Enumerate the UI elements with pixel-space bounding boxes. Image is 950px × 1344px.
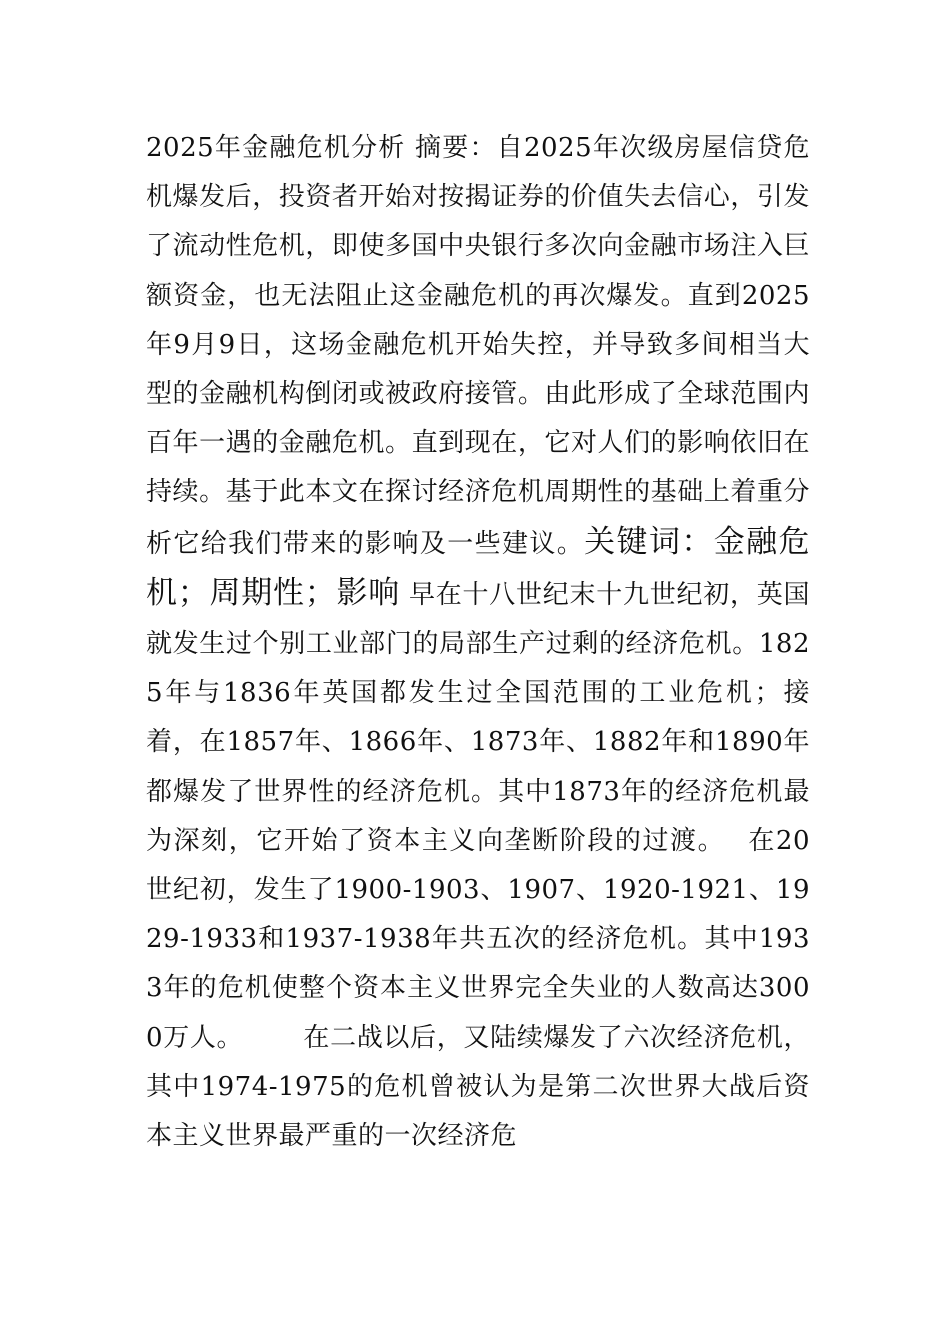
paragraph-2: 在20世纪初，发生了1900-1903、1907、1920-1921、1929-1933和1937-1938年共五次的经济危机。其中1933年的危机使整个资本主义世界完全失业的人数高达3000万人。 — [146, 825, 810, 1053]
keywords-text: 关键词：金融危机；周期性；影响 — [146, 523, 810, 611]
abstract-text: 摘要：自2025年次级房屋信贷危机爆发后，投资者开始对按揭证券的价值失去信心，引发了流动性危机，即使多国中央银行多次向金融市场注入巨额资金，也无法阻止这金融危机的再次爆发。直到2025年9月9日，这场金融危机开始失控，并导致多间相当大型的金融机构倒闭或被政府接管。由此形成了全球范围内百年一遇的金融危机。直到现在，它对人们的影响依旧在持续。基于此本文在探讨经济危机周期性的基础上着重分析它给我们带来的影响及一些建议。 — [146, 133, 810, 559]
paragraph-1: 早在十八世纪末十九世纪初，英国就发生过个别工业部门的局部生产过剩的经济危机。1825年与1836年英国都发生过全国范围的工业危机；接着，在1857年、1866年、1873年、1882年和1890年都爆发了世界性的经济危机。其中1873年的经济危机最为深刻，它开始了资本主义向垄断阶段的过渡。 — [146, 579, 810, 856]
document-body — [146, 124, 810, 1161]
paragraph-3: 在二战以后，又陆续爆发了六次经济危机，其中1974-1975的危机曾被认为是第二次世界大战后资本主义世界最严重的一次经济危 — [146, 1022, 810, 1152]
document-title: 2025年金融危机分析 — [146, 133, 416, 163]
